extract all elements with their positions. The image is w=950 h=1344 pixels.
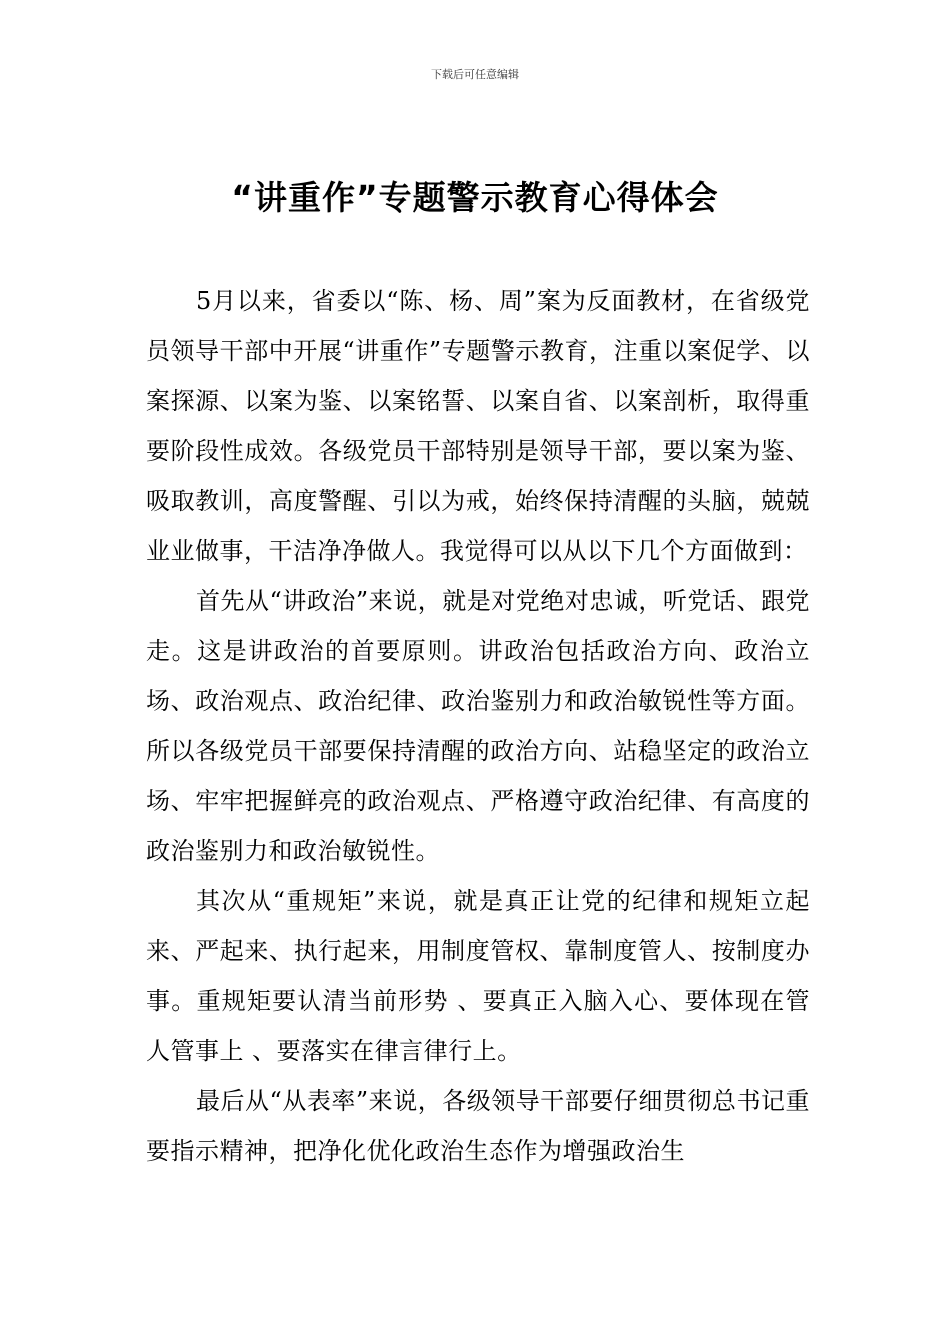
document-title: “讲重作”专题警示教育心得体会 [231,178,719,217]
paragraph-intro: 5月以来，省委以“陈、杨、周”案为反面教材，在省级党员领导干部中开展“讲重作”专题警示教育，注重以案促学、以案探源、以案为鉴、以案铭誓、以案自省、以案剖析，取得重要阶段性成效。各级党员干部特别是领导干部，要以案为鉴、吸取教训，高度警醒、引以为戒，始终保持清醒的头脑，兢兢业业做事，干洁净净做人。我觉得可以从以下几个方面做到： [146,287,810,565]
paragraph-politics: 首先从“讲政治”来说，就是对党绝对忠诚，听党话、跟党走。这是讲政治的首要原则。讲政治包括政治方向、政治立场、政治观点、政治纪律、政治鉴别力和政治敏锐性等方面。所以各级党员干部要保持清醒的政治方向、站稳坚定的政治立场、牢牢把握鲜亮的政治观点、严格遵守政治纪律、有高度的政治鉴别力和政治敏锐性。 [146,587,810,865]
paragraph-rules: 其次从“重规矩”来说，就是真正让党的纪律和规矩立起来、严起来、执行起来，用制度管权、靠制度管人、按制度办事。重规矩要认清当前形势 、要真正入脑入心、要体现在管人管事上 、要落实在律言律行上。 [146,887,810,1065]
document-body [146,276,810,1176]
header-note: 下载后可任意编辑 [431,68,519,81]
paragraph-example: 最后从“从表率”来说，各级领导干部要仔细贯彻总书记重要指示精神，把净化优化政治生态作为增强政治生 [146,1087,810,1165]
